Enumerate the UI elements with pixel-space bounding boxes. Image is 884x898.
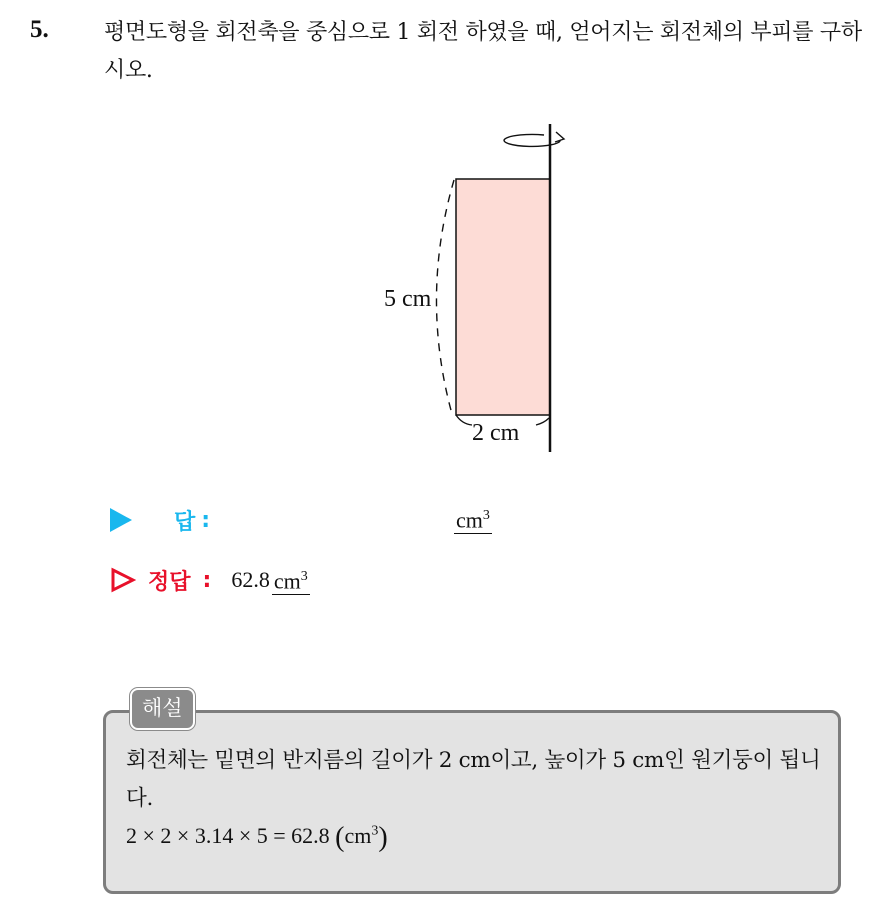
play-marker-icon: [110, 508, 132, 532]
question-text: 평면도형을 회전축을 중심으로 1 회전 하였을 때, 얻어지는 회전체의 부피를 구하시오.: [104, 20, 862, 83]
height-dimension-arc: [436, 180, 454, 414]
formula-expression: 2 × 2 × 3.14 × 5 = 62.8: [126, 823, 330, 848]
width-dimension-arc-left: [456, 415, 472, 425]
width-label: 2 cm: [472, 420, 520, 446]
correct-answer-unit: $cm^3$: [272, 565, 310, 595]
rectangle-shape: [456, 179, 550, 415]
answer-label: 답: [174, 509, 196, 535]
correct-answer-row: [110, 562, 310, 598]
explanation-text: 회전체는 밑면의 반지름의 길이가 2 cm이고, 높이가 5 cm인 원기둥이 됩니다.: [126, 748, 821, 811]
formula-unit: cm: [344, 823, 372, 848]
explanation-formula: 2 × 2 × 3.14 × 5 = 62.8 $(cm^3)$: [126, 822, 388, 853]
correct-answer-colon: :: [202, 567, 212, 593]
correct-answer-label: 정답: [148, 569, 191, 595]
answer-colon: :: [201, 507, 211, 533]
rotation-figure: [370, 118, 570, 458]
correct-answer-value: 62.8: [231, 567, 270, 592]
height-label: 5 cm: [384, 286, 432, 312]
answer-unit: $cm^3$: [454, 504, 492, 534]
formula-unit-exp: 3: [371, 823, 379, 839]
answer-row: [110, 502, 530, 538]
explanation-tag: 해설: [130, 688, 195, 730]
rotation-arrow-icon: [504, 134, 560, 146]
question-number: 5.: [30, 16, 49, 43]
outline-play-marker-icon: [110, 567, 136, 593]
width-dimension-arc-right: [536, 418, 549, 425]
